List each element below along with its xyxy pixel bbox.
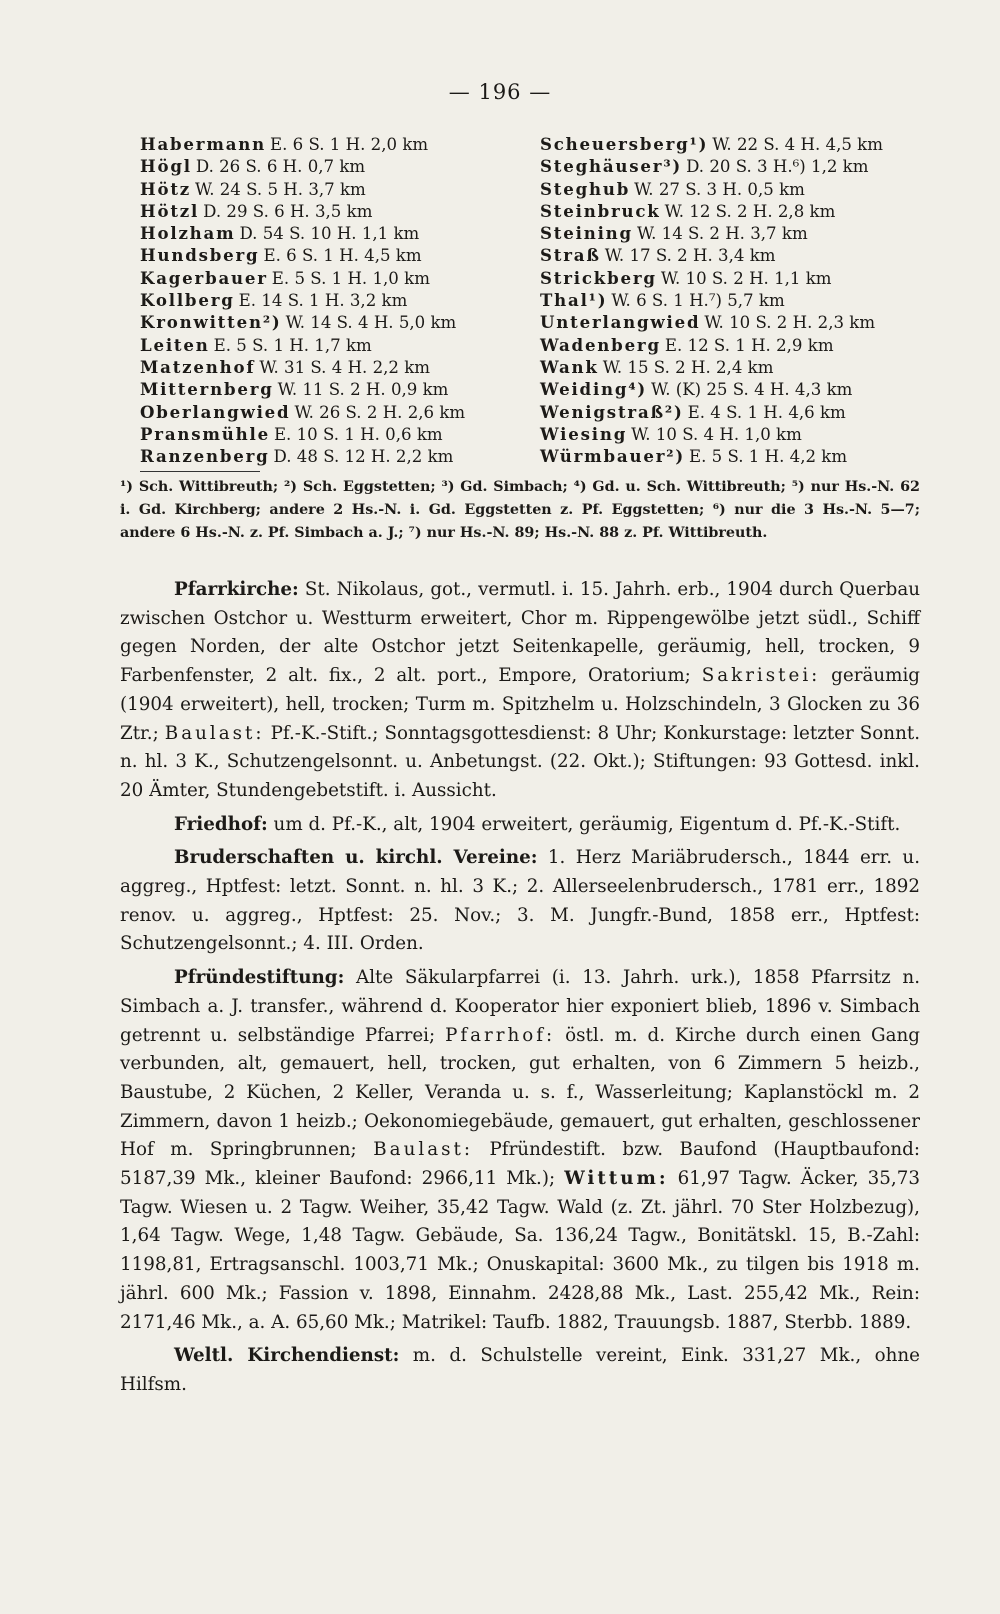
place-detail: D. 26 S. 6 H. 0,7 km	[195, 157, 366, 177]
place-name: Matzenhof	[140, 356, 256, 377]
place-name: Straß	[540, 245, 601, 266]
label-baulast: Baulast:	[164, 722, 265, 744]
label-pfarrkirche: Pfarrkirche:	[174, 579, 299, 600]
place-entry	[140, 378, 540, 400]
place-name: Hundsberg	[140, 245, 260, 266]
place-name: Wenigstraß²)	[540, 401, 684, 422]
place-entry	[540, 378, 920, 400]
place-name: Scheuersberg¹)	[540, 134, 709, 154]
place-entry	[540, 200, 920, 222]
place-entry	[540, 155, 920, 177]
place-name: Ranzenberg	[140, 446, 270, 467]
place-detail: W. 26 S. 2 H. 2,6 km	[294, 402, 466, 422]
place-entry	[540, 445, 920, 467]
place-entry	[140, 401, 540, 423]
place-detail: E. 6 S. 1 H. 2,0 km	[269, 135, 429, 154]
place-entry	[140, 222, 540, 244]
paragraph-text: östl. m. d. Kirche durch einen Gang verbunden, alt, gemauert, hell, trocken, gut erhalten, von 6 Zimmern 5 heizb., Baustube, 2 Küchen, 2 Keller, Veranda u. s. f., Wasserleitung; Kaplanstöckl m. 2 Zimmern, davon 1 heizb.; Oekonomiegebäude, gemauert, gut erhalten, geschlossener Hof m. Springbrunnen;	[120, 1024, 920, 1161]
place-detail: D. 54 S. 10 H. 1,1 km	[239, 224, 420, 244]
place-entry	[540, 267, 920, 289]
footnote-rule	[140, 471, 260, 472]
place-detail: W. 14 S. 2 H. 3,7 km	[636, 224, 808, 244]
label-pfruendestiftung: Pfründestiftung:	[174, 967, 345, 989]
place-entry	[540, 178, 920, 200]
place-entry	[140, 155, 540, 177]
place-name: Wiesing	[540, 423, 628, 444]
place-detail: W. 27 S. 3 H. 0,5 km	[634, 179, 805, 199]
place-name: Strickberg	[540, 267, 657, 288]
paragraph-pfarrkirche	[120, 576, 920, 806]
place-entry	[140, 200, 540, 222]
place-entry	[140, 356, 540, 378]
place-detail: E. 5 S. 1 H. 4,2 km	[688, 447, 848, 467]
place-detail: E. 5 S. 1 H. 1,0 km	[271, 268, 430, 288]
paragraph-friedhof	[120, 811, 920, 840]
right-place-column	[540, 133, 920, 467]
place-entry	[540, 423, 920, 445]
place-name: Würmbauer²)	[540, 446, 685, 467]
place-detail: W. 12 S. 2 H. 2,8 km	[664, 201, 836, 221]
place-entry	[140, 289, 540, 311]
place-name: Hötz	[140, 178, 192, 199]
place-name: Kollberg	[140, 290, 235, 311]
place-entry	[140, 178, 540, 200]
label-friedhof: Friedhof:	[174, 813, 268, 835]
place-entry	[540, 334, 920, 356]
place-name: Oberlangwied	[140, 401, 291, 422]
left-place-column	[140, 133, 540, 467]
place-entry	[540, 356, 920, 378]
place-entry	[540, 401, 920, 423]
place-detail: W. 6 S. 1 H.⁷) 5,7 km	[611, 291, 785, 311]
place-name: Hötzl	[140, 200, 200, 221]
place-entry	[140, 334, 540, 356]
place-detail: W. 10 S. 2 H. 2,3 km	[704, 313, 876, 333]
place-detail: E. 14 S. 1 H. 3,2 km	[238, 291, 408, 311]
place-detail: W. 24 S. 5 H. 3,7 km	[195, 179, 366, 199]
paragraph-text: 61,97 Tagw. Äcker, 35,73 Tagw. Wiesen u. 2 Tagw. Weiher, 35,42 Tagw. Wald (z. Zt. jährl. 70 Ster Holzbezug), 1,64 Tagw. Wege, 1,48 Tagw. Gebäude, Sa. 136,24 Tagw., Bonitätskl. 15, B.-Zahl: 1198,81, Ertragsanschl. 1003,71 Mk.; Onuskapital: 3600 Mk., zu tilgen bis 1918 m. jährl. 600 Mk.; Fassion v. 1898, Einnahm. 2428,88 Mk., Last. 255,42 Mk., Rein: 2171,46 Mk., a. A. 65,60 Mk.; Matrikel: Taufb. 1882, Trauungsb. 1887, Sterbb. 1889.	[120, 1168, 920, 1333]
place-detail: D. 29 S. 6 H. 3,5 km	[203, 201, 373, 221]
place-detail: W. 17 S. 2 H. 3,4 km	[604, 246, 776, 266]
place-detail: E. 12 S. 1 H. 2,9 km	[664, 335, 834, 355]
place-entry	[540, 222, 920, 244]
place-detail: W. 15 S. 2 H. 2,4 km	[602, 357, 774, 377]
place-name: Kronwitten²)	[140, 312, 282, 333]
paragraph-text: St. Nikolaus, got., vermutl. i. 15. Jahrh. erb., 1904 durch Querbau zwischen Ostchor u. Westturm erweitert, Chor m. Rippengewölbe jetzt südl., Schiff gegen Norden, der alte Ostchor jetzt Seitenkapelle, geräumig, hell, trocken, 9 Farbenfenster, 2 alt. fix., 2 alt. port., Empore, Oratorium;	[120, 579, 920, 687]
place-entry	[140, 311, 540, 333]
place-name: Wank	[540, 356, 599, 377]
place-entry	[140, 267, 540, 289]
place-entry	[540, 289, 920, 311]
parish-description	[120, 576, 920, 1405]
place-detail: D. 20 S. 3 H.⁶) 1,2 km	[686, 157, 869, 177]
label-sakristei: Sakristei:	[701, 665, 821, 687]
paragraph-text: m. d. Schulstelle vereint, Eink. 331,27 Mk., ohne Hilfsm.	[120, 1345, 920, 1395]
label-wittum: Wittum:	[564, 1168, 669, 1190]
place-entry	[140, 244, 540, 266]
place-detail: W. 14 S. 4 H. 5,0 km	[285, 313, 457, 333]
label-pfarrhof: Pfarrhof:	[445, 1024, 556, 1046]
place-name: Holzham	[140, 223, 236, 244]
label-bruderschaften: Bruderschaften u. kirchl. Vereine:	[174, 847, 538, 869]
place-name: Pransmühle	[140, 423, 270, 444]
label-baulast: Baulast:	[373, 1139, 473, 1161]
place-name: Steinbruck	[540, 200, 661, 221]
place-name: Unterlangwied	[540, 312, 701, 333]
paragraph-bruderschaften	[120, 844, 920, 959]
place-name: Wadenberg	[540, 334, 661, 355]
place-entry	[140, 445, 540, 467]
paragraph-text: 1. Herz Mariäbrudersch., 1844 err. u. aggreg., Hptfest: letzt. Sonnt. n. hl. 3 K.; 2. Allerseelenbrudersch., 1781 err., 1892 renov. u. aggreg., Hptfest: 25. Nov.; 3. M. Jungfr.-Bund, 1858 err., Hptfest: Schutzengelsonnt.; 4. III. Orden.	[120, 847, 921, 955]
paragraph-text: um d. Pf.-K., alt, 1904 erweitert, geräumig, Eigentum d. Pf.-K.-Stift.	[267, 813, 901, 835]
place-detail: W. 22 S. 4 H. 4,5 km	[712, 135, 883, 154]
paragraph-text: geräumig (1904 erweitert), hell, trocken; Turm m. Spitzhelm u. Holzschindeln, 3 Glocken zu 36 Ztr.;	[120, 665, 920, 744]
place-entry	[540, 311, 920, 333]
place-detail: E. 6 S. 1 H. 4,5 km	[263, 246, 422, 266]
place-detail: W. (K) 25 S. 4 H. 4,3 km	[651, 380, 853, 400]
paragraph-text: Pf.-K.-Stift.; Sonntagsgottesdienst: 8 Uhr; Konkurstage: letzter Sonnt. n. hl. 3 K., Schutzengelsonnt. u. Anbetungst. (22. Okt.); Stiftungen: 93 Gottesd. inkl. 20 Ämter, Stundengebetstift. i. Aussicht.	[120, 722, 921, 801]
place-name: Mitternberg	[140, 379, 274, 400]
place-name: Weiding⁴)	[540, 379, 648, 400]
page-number: — 196 —	[448, 80, 552, 104]
place-entry	[140, 133, 540, 155]
place-detail: W. 11 S. 2 H. 0,9 km	[277, 380, 449, 400]
place-detail: D. 48 S. 12 H. 2,2 km	[273, 447, 454, 467]
place-entry	[540, 244, 920, 266]
place-detail: E. 5 S. 1 H. 1,7 km	[213, 335, 372, 355]
label-kirchendienst: Weltl. Kirchendienst:	[174, 1345, 400, 1367]
place-name: Högl	[140, 156, 192, 177]
paragraph-kirchendienst	[120, 1342, 920, 1399]
place-detail: E. 4 S. 1 H. 4,6 km	[687, 402, 846, 422]
place-entry	[140, 423, 540, 445]
place-name: Thal¹)	[540, 290, 608, 311]
paragraph-pfruendestiftung	[120, 964, 920, 1337]
place-name: Steghäuser³)	[540, 156, 683, 177]
place-detail: W. 10 S. 2 H. 1,1 km	[660, 268, 832, 288]
place-detail: W. 31 S. 4 H. 2,2 km	[259, 357, 431, 377]
place-name: Habermann	[140, 134, 266, 154]
place-name: Steining	[540, 223, 633, 244]
place-name: Steghub	[540, 178, 631, 199]
place-detail: W. 10 S. 4 H. 1,0 km	[631, 424, 802, 444]
place-detail: E. 10 S. 1 H. 0,6 km	[273, 424, 443, 444]
place-entry	[540, 133, 920, 155]
footnotes: ¹) Sch. Wittibreuth; ²) Sch. Eggstetten; ³) Gd. Simbach; ⁴) Gd. u. Sch. Wittibreuth; ⁵) nur Hs.-N. 62 i. Gd. Kirchberg; andere 2 Hs.-N. i. Gd. Eggstetten z. Pf. Eggstetten; ⁶) nur die 3 Hs.-N. 5—7; andere 6 Hs.-N. z. Pf. Simbach a. J.; ⁷) nur Hs.-N. 89; Hs.-N. 88 z. Pf. Wittibreuth.	[120, 479, 920, 541]
place-name: Leiten	[140, 334, 210, 355]
place-name: Kagerbauer	[140, 267, 268, 288]
paragraph-text: Alte Säkularpfarrei (i. 13. Jahrh. urk.), 1858 Pfarrsitz n. Simbach a. J. transfer., während d. Kooperator hier exponiert blieb, 1896 v. Simbach getrennt u. selbständige Pfarrei;	[120, 967, 920, 1046]
paragraph-text: Pfründestift. bzw. Baufond (Hauptbaufond: 5187,39 Mk., kleiner Baufond: 2966,11 Mk.);	[120, 1139, 920, 1190]
